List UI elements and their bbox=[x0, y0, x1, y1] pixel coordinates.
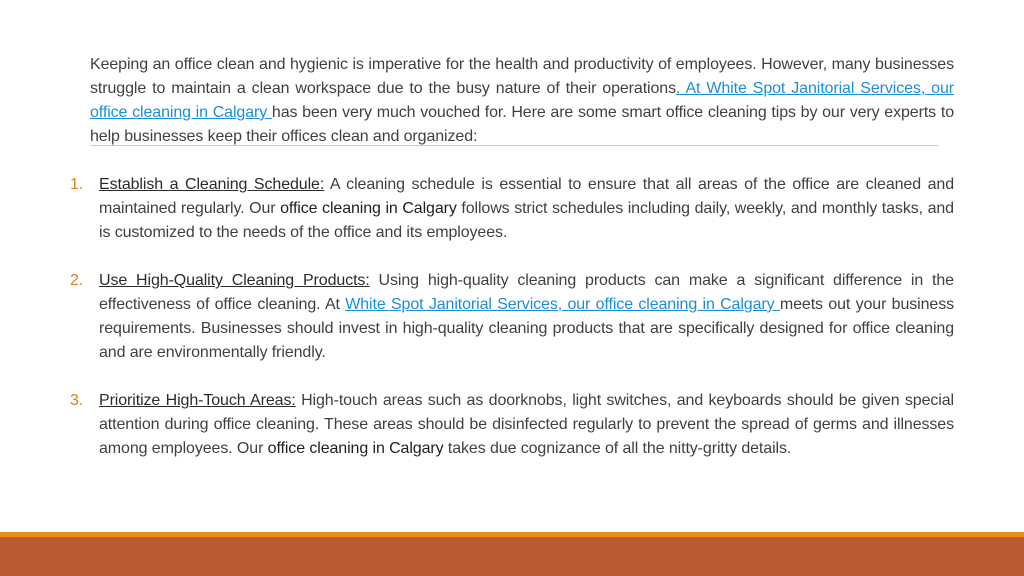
intro-link-our[interactable]: , our bbox=[920, 80, 954, 97]
item-keyword: office cleaning in Calgary bbox=[280, 200, 457, 217]
intro-divider bbox=[90, 145, 938, 146]
footer-band bbox=[0, 537, 1024, 576]
item-link-company[interactable]: White Spot Janitorial Services bbox=[345, 296, 558, 313]
intro-text-1: Keeping an office clean and hygienic is imperative for the health and productivity of employees. However, many businesses struggle to maintain a clean workspace due to the busy nature of their operations bbox=[90, 56, 954, 97]
list-item bbox=[70, 269, 954, 365]
item-text-1: High-touch areas such as doorknobs, light switches, and keyboards should be given special attention during office cleaning. These areas should be disinfected regularly to prevent the spread of germs and illnesses among employees. Our bbox=[99, 392, 954, 457]
intro-text-2: has been very much vouched for. Here are some smart office cleaning tips by our very experts to help businesses keep their offices clean and organized: bbox=[90, 104, 954, 145]
item-link-service[interactable]: office cleaning in Calgary bbox=[595, 296, 780, 313]
list-item bbox=[70, 389, 954, 461]
item-keyword: office cleaning in Calgary bbox=[267, 440, 444, 457]
item-link-our[interactable]: , our bbox=[557, 296, 596, 313]
item-number: 1. bbox=[70, 176, 84, 193]
item-number: 3. bbox=[70, 392, 84, 409]
tips-list bbox=[70, 173, 954, 485]
intro-paragraph bbox=[90, 53, 954, 149]
item-heading: Establish a Cleaning Schedule: bbox=[99, 176, 325, 193]
item-heading: Use High-Quality Cleaning Products: bbox=[99, 272, 370, 289]
item-number: 2. bbox=[70, 272, 84, 289]
item-heading: Prioritize High-Touch Areas: bbox=[99, 392, 296, 409]
item-text-2: follows strict schedules including daily, weekly, and monthly tasks, and is customized to the needs of the office and its employees. bbox=[99, 200, 954, 241]
item-text-1: Using high-quality cleaning products can make a significant difference in the effectiveness of office cleaning. At bbox=[99, 272, 954, 313]
intro-link-at[interactable]: . At bbox=[676, 80, 707, 97]
item-text-2: takes due cognizance of all the nitty-gritty details. bbox=[443, 440, 792, 457]
item-text-1: A cleaning schedule is essential to ensure that all areas of the office are cleaned and maintained regularly. Our bbox=[99, 176, 954, 217]
intro-link-service[interactable]: office cleaning in Calgary bbox=[90, 104, 272, 121]
list-item bbox=[70, 173, 954, 245]
intro-link-company[interactable]: White Spot Janitorial Services bbox=[706, 80, 921, 97]
item-text-2: meets out your business requirements. Businesses should invest in high-quality cleaning products that are specifically designed for office cleaning and are environmentally friendly. bbox=[99, 296, 954, 361]
